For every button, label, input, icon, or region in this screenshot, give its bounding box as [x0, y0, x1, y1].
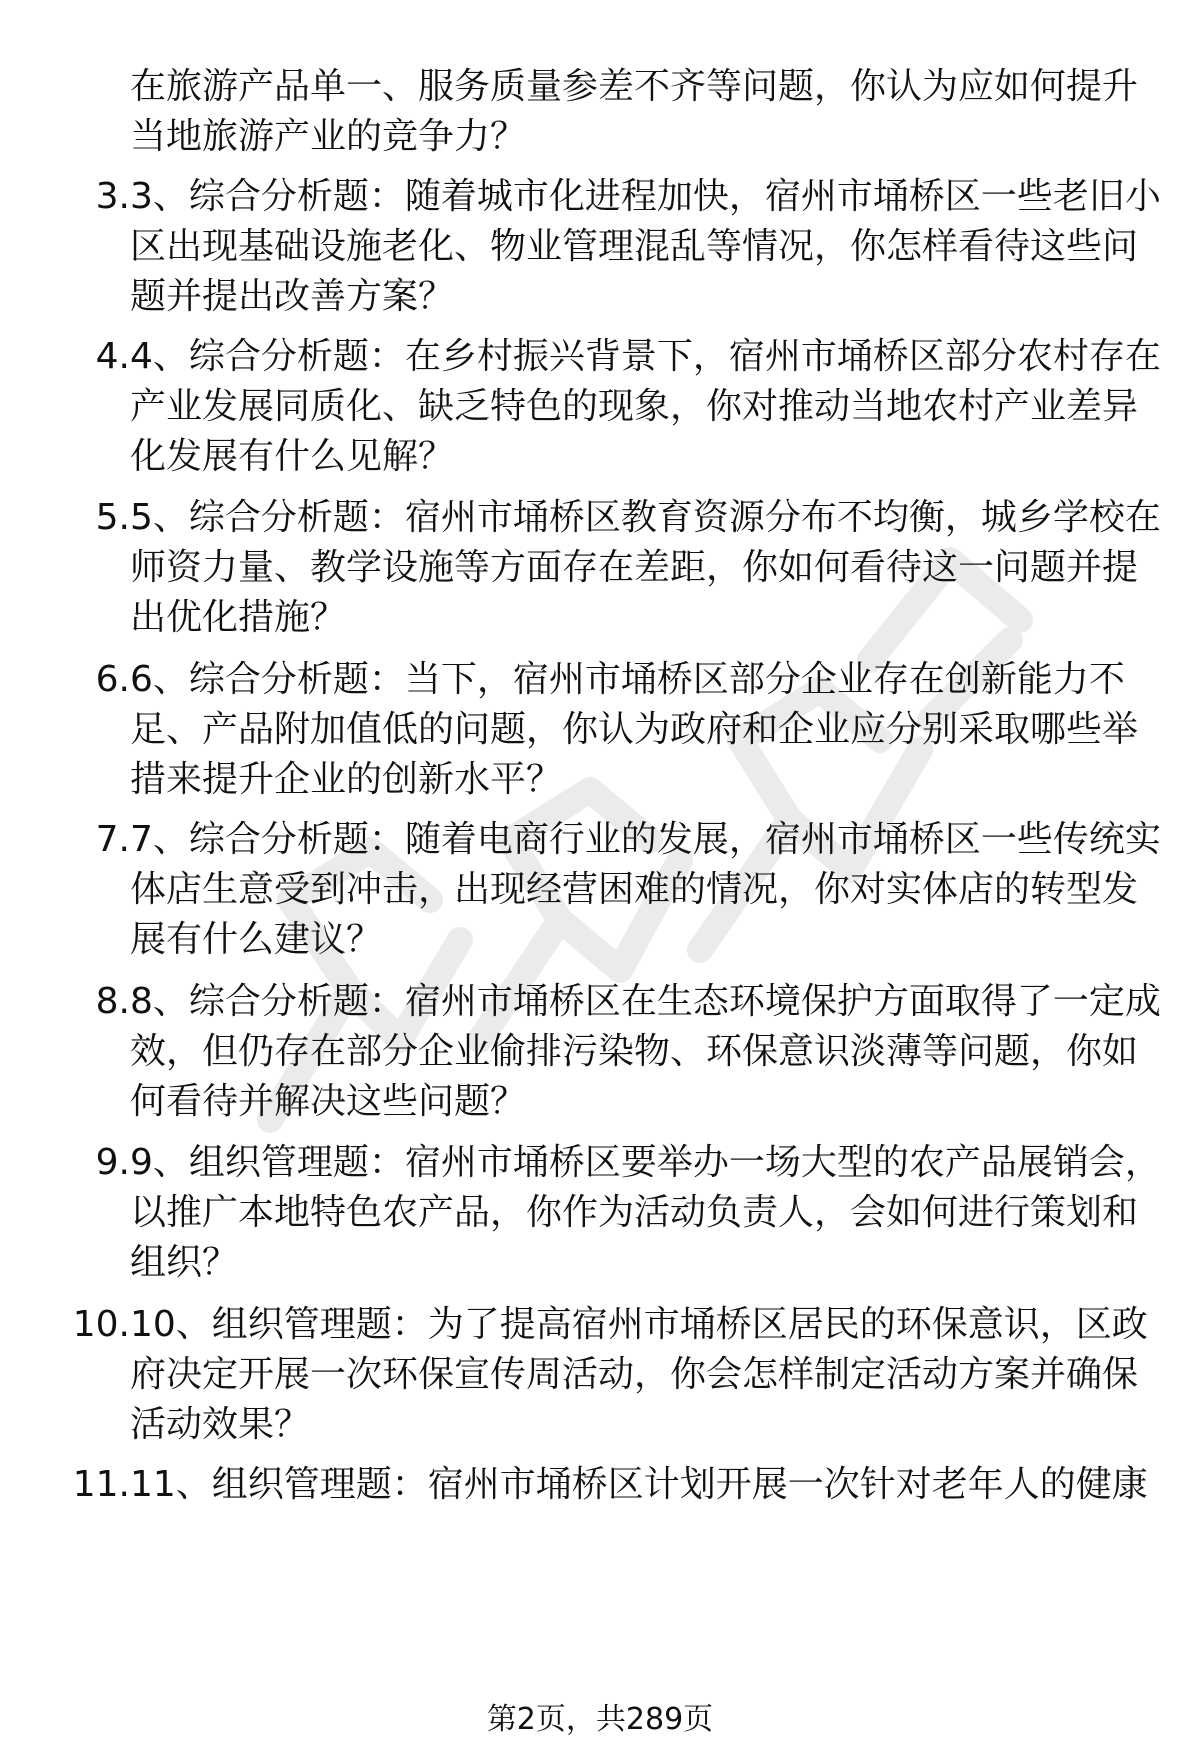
- text-line: 出优化措施？: [130, 597, 347, 638]
- text-line: 6、综合分析题：当下，宿州市埇桥区部分企业存在创新能力不: [130, 659, 1125, 700]
- list-item-text: [130, 1138, 1170, 1288]
- text-line: 府决定开展一次环保宣传周活动，你会怎样制定活动方案并确保: [130, 1354, 1139, 1395]
- text-line: 题并提出改善方案？: [130, 276, 455, 317]
- text-line: 足、产品附加值低的问题，你认为政府和企业应分别采取哪些举: [130, 709, 1139, 750]
- list-item-number: 8.: [95, 981, 130, 1022]
- text-line: 师资力量、教学设施等方面存在差距，你如何看待这一问题并提: [130, 547, 1139, 588]
- list-item-text: [130, 493, 1170, 643]
- text-line: 组织？: [130, 1242, 239, 1283]
- page-footer: 第2页，共289页: [486, 1702, 714, 1737]
- text-line: 在旅游产品单一、服务质量参差不齐等问题，你认为应如何提升: [130, 66, 1139, 107]
- text-line: 4、综合分析题：在乡村振兴背景下，宿州市埇桥区部分农村存在: [130, 336, 1161, 377]
- text-line: 10、组织管理题：为了提高宿州市埇桥区居民的环保意识，区政: [130, 1304, 1148, 1345]
- text-line: 展有什么建议？: [130, 919, 383, 960]
- text-line: 区出现基础设施老化、物业管理混乱等情况，你怎样看待这些问: [130, 226, 1139, 267]
- text-line: 9、组织管理题：宿州市埇桥区要举办一场大型的农产品展销会，: [130, 1142, 1161, 1183]
- list-item-number: 5.: [95, 497, 130, 538]
- list-item-text: [130, 815, 1170, 965]
- text-line: 11、组织管理题：宿州市埇桥区计划开展一次针对老年人的健康: [130, 1464, 1148, 1505]
- continued-paragraph: [130, 62, 1170, 162]
- list-item-number: 11.: [72, 1464, 130, 1505]
- text-line: 以推广本地特色农产品，你作为活动负责人，会如何进行策划和: [130, 1192, 1139, 1233]
- text-line: 5、综合分析题：宿州市埇桥区教育资源分布不均衡，城乡学校在: [130, 497, 1161, 538]
- list-item-number: 10.: [72, 1304, 130, 1345]
- list-item-text: [130, 977, 1170, 1127]
- text-line: 措来提升企业的创新水平？: [130, 759, 563, 800]
- list-item-number: 9.: [95, 1142, 130, 1183]
- list-item-number: 7.: [95, 819, 130, 860]
- text-line: 7、综合分析题：随着电商行业的发展，宿州市埇桥区一些传统实: [130, 819, 1161, 860]
- text-line: 何看待并解决这些问题？: [130, 1081, 527, 1122]
- list-item-text: [130, 172, 1170, 322]
- text-line: 8、综合分析题：宿州市埇桥区在生态环境保护方面取得了一定成: [130, 981, 1161, 1022]
- list-item-text: [130, 1300, 1170, 1450]
- text-line: 体店生意受到冲击，出现经营困难的情况，你对实体店的转型发: [130, 869, 1139, 910]
- list-item-number: 4.: [95, 336, 130, 377]
- text-line: 3、综合分析题：随着城市化进程加快，宿州市埇桥区一些老旧小: [130, 176, 1161, 217]
- list-item-text: [130, 655, 1170, 805]
- text-line: 当地旅游产业的竞争力？: [130, 116, 527, 157]
- list-item-text: [130, 332, 1170, 482]
- list-item-text: [130, 1460, 1170, 1510]
- list-item-number: 6.: [95, 659, 130, 700]
- text-line: 活动效果？: [130, 1404, 311, 1445]
- text-line: 产业发展同质化、缺乏特色的现象，你对推动当地农村产业差异: [130, 386, 1139, 427]
- list-item-number: 3.: [95, 176, 130, 217]
- text-line: 效，但仍存在部分企业偷排污染物、环保意识淡薄等问题，你如: [130, 1031, 1139, 1072]
- text-line: 化发展有什么见解？: [130, 436, 455, 477]
